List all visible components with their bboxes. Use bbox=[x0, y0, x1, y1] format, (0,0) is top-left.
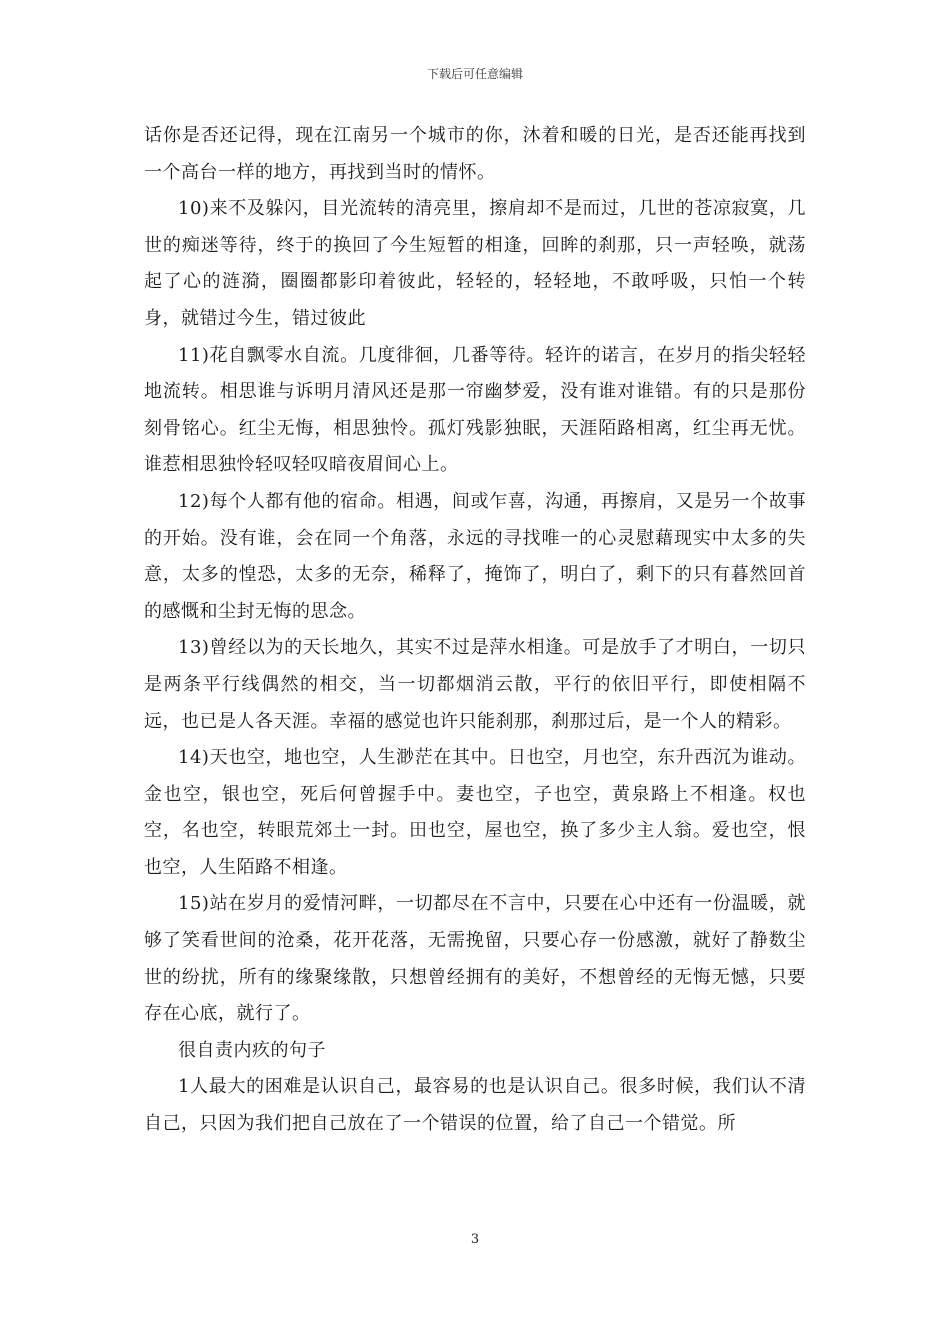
page-header: 下载后可任意编辑 bbox=[426, 67, 523, 81]
page-number: 3 bbox=[470, 1232, 480, 1247]
paragraph: 15)站在岁月的爱情河畔，一切都尽在不言中，只要在心中还有一份温暖，就够了笑看世间的沧桑，花开花落，无需挽留，只要心存一份感激，就好了静数尘世的纷扰，所有的缘聚缘散，只想曾经拥有的美好，不想曾经的无悔无憾，只要存在心底，就行了。 bbox=[144, 893, 806, 1025]
paragraph: 12)每个人都有他的宿命。相遇，间或乍喜，沟通，再擦肩，又是另一个故事的开始。没有谁，会在同一个角落，永远的寻找唯一的心灵慰藉现实中太多的失意，太多的惶恐，太多的无奈，稀释了，掩饰了，明白了，剩下的只有暮然回首的感慨和尘封无悔的思念。 bbox=[144, 490, 806, 622]
paragraph: 10)来不及躲闪，目光流转的清亮里，擦肩却不是而过，几世的苍凉寂寞，几世的痴迷等待，终于的换回了今生短暂的相逢，回眸的刹那，只一声轻唤，就荡起了心的涟漪，圈圈都影印着彼此，轻轻的，轻轻地，不敢呼吸，只怕一个转身，就错过今生，错过彼此 bbox=[144, 198, 806, 329]
paragraph: 11)花自飘零水自流。几度徘徊，几番等待。轻许的诺言，在岁月的指尖轻轻地流转。相思谁与诉明月清风还是那一帘幽梦爱，没有谁对谁错。有的只是那份刻骨铭心。红尘无悔，相思独怜。孤灯残影独眠，天涯陌路相离，红尘再无忧。谁惹相思独怜轻叹轻叹暗夜眉间心上。 bbox=[144, 344, 806, 476]
paragraph: 话你是否还记得，现在江南另一个城市的你，沐着和暖的日光，是否还能再找到一个高台一样的地方，再找到当时的情怀。 bbox=[144, 125, 806, 183]
paragraph: 13)曾经以为的天长地久，其实不过是萍水相逢。可是放手了才明白，一切只是两条平行线偶然的相交，当一切都烟消云散，平行的依旧平行，即使相隔不远，也已是人各天涯。幸福的感觉也许只能刹那，刹那过后，是一个人的精彩。 bbox=[144, 637, 806, 732]
paragraph: 14)天也空，地也空，人生渺茫在其中。日也空，月也空，东升西沉为谁动。金也空，银也空，死后何曾握手中。妻也空，子也空，黄泉路上不相逢。权也空，名也空，转眼荒郊土一封。田也空，屋也空，换了多少主人翁。爱也空，恨也空，人生陌路不相逢。 bbox=[144, 747, 806, 878]
document-body bbox=[144, 118, 806, 1143]
paragraph: 1人最大的困难是认识自己，最容易的也是认识自己。很多时候，我们认不清自己，只因为我们把自己放在了一个错误的位置，给了自己一个错觉。所 bbox=[144, 1076, 806, 1135]
section-heading: 很自责内疚的句子 bbox=[178, 1039, 326, 1061]
